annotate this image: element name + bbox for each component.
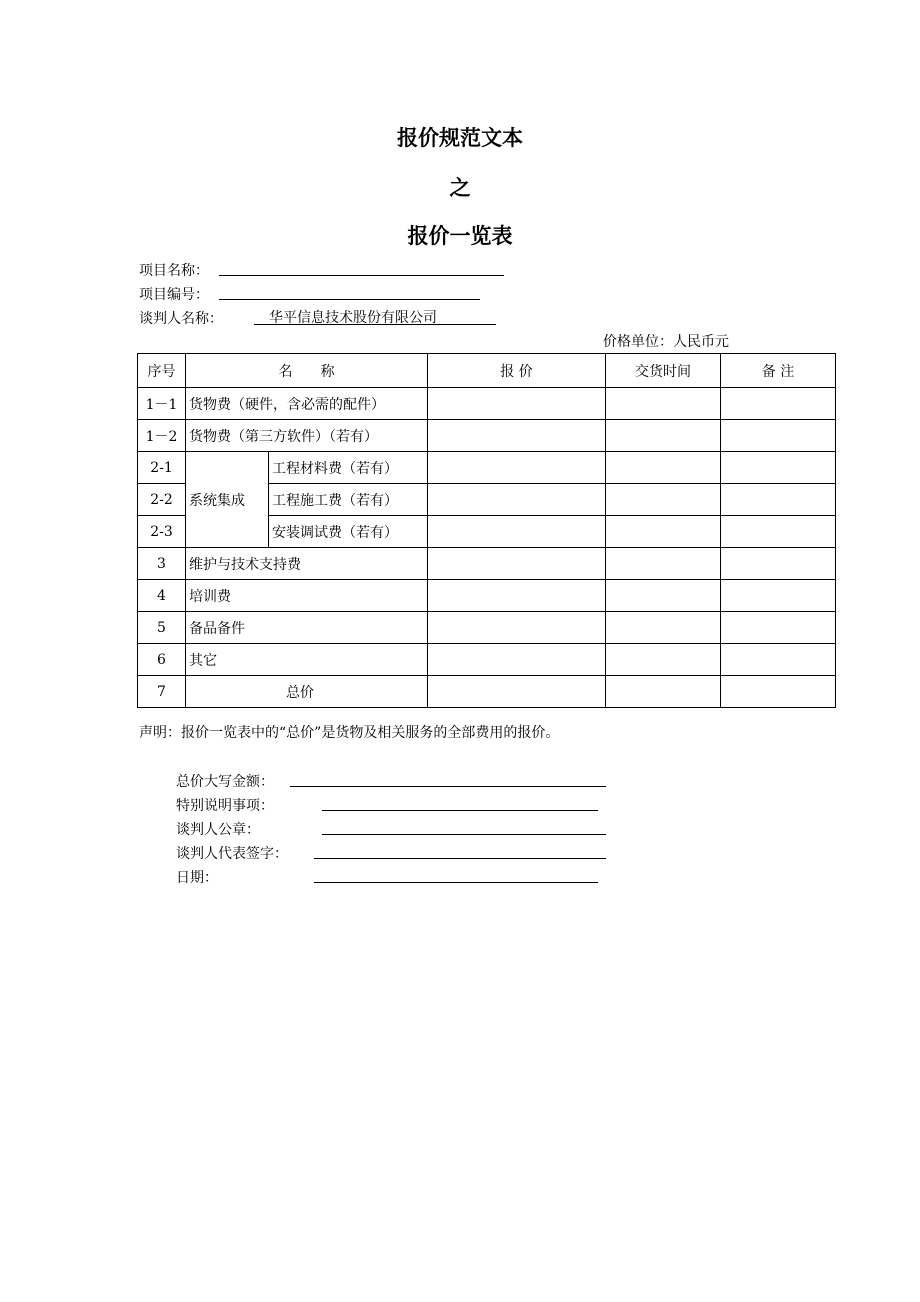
row-no: 2-3	[138, 516, 186, 548]
table-row	[138, 612, 836, 644]
price-cell[interactable]	[428, 580, 606, 612]
row-no: 7	[138, 676, 186, 708]
doc-title: 报价规范文本	[397, 125, 523, 150]
row-name: 货物费（第三方软件）（若有）	[186, 420, 428, 452]
seal-label: 谈判人公章：	[176, 822, 260, 838]
row-no: 5	[138, 612, 186, 644]
row-no: 2-2	[138, 484, 186, 516]
project-name-label: 项目名称：	[139, 263, 209, 279]
price-cell[interactable]	[428, 612, 606, 644]
delivery-cell[interactable]	[606, 580, 721, 612]
remarks-cell[interactable]	[721, 548, 836, 580]
date-label: 日期：	[176, 870, 218, 886]
rep-signature-field[interactable]	[314, 858, 606, 859]
remarks-cell[interactable]	[721, 484, 836, 516]
remarks-cell[interactable]	[721, 644, 836, 676]
row-no: 6	[138, 644, 186, 676]
price-cell[interactable]	[428, 388, 606, 420]
rep-signature-label: 谈判人代表签字：	[176, 846, 288, 862]
row-name: 货物费（硬件，含必需的配件）	[186, 388, 428, 420]
table-row	[138, 388, 836, 420]
price-cell[interactable]	[428, 676, 606, 708]
price-unit: 价格单位：人民币元	[603, 334, 729, 350]
header-remarks: 备 注	[721, 354, 836, 388]
header-delivery: 交货时间	[606, 354, 721, 388]
negotiator-label: 谈判人名称：	[139, 311, 223, 327]
price-cell[interactable]	[428, 548, 606, 580]
doc-subtitle-connector: 之	[449, 175, 471, 200]
row-name: 维护与技术支持费	[186, 548, 428, 580]
remarks-cell[interactable]	[721, 612, 836, 644]
row-name: 工程材料费（若有）	[269, 452, 428, 484]
table-row	[138, 580, 836, 612]
remarks-cell[interactable]	[721, 420, 836, 452]
project-no-label: 项目编号：	[139, 287, 209, 303]
table-row	[138, 420, 836, 452]
group-name: 系统集成	[186, 452, 269, 548]
delivery-cell[interactable]	[606, 548, 721, 580]
remarks-cell[interactable]	[721, 676, 836, 708]
delivery-cell[interactable]	[606, 612, 721, 644]
doc-subtitle: 报价一览表	[407, 223, 513, 248]
price-cell[interactable]	[428, 644, 606, 676]
delivery-cell[interactable]	[606, 484, 721, 516]
remarks-cell[interactable]	[721, 388, 836, 420]
remarks-cell[interactable]	[721, 580, 836, 612]
price-cell[interactable]	[428, 484, 606, 516]
row-name: 工程施工费（若有）	[269, 484, 428, 516]
table-row	[138, 548, 836, 580]
row-name: 备品备件	[186, 612, 428, 644]
price-cell[interactable]	[428, 516, 606, 548]
delivery-cell[interactable]	[606, 388, 721, 420]
row-name: 其它	[186, 644, 428, 676]
row-no: 4	[138, 580, 186, 612]
table-row-total	[138, 676, 836, 708]
special-notes-label: 特别说明事项：	[176, 798, 274, 814]
special-notes-field[interactable]	[322, 810, 598, 811]
header-name: 名 称	[186, 354, 428, 388]
statement: 声明：报价一览表中的“总价”是货物及相关服务的全部费用的报价。	[139, 725, 560, 741]
table-header	[138, 354, 836, 388]
date-field[interactable]	[314, 882, 598, 883]
delivery-cell[interactable]	[606, 516, 721, 548]
row-no: 2-1	[138, 452, 186, 484]
header-price: 报 价	[428, 354, 606, 388]
total-words-label: 总价大写金额：	[176, 774, 274, 790]
remarks-cell[interactable]	[721, 452, 836, 484]
row-name: 安装调试费（若有）	[269, 516, 428, 548]
remarks-cell[interactable]	[721, 516, 836, 548]
total-words-field[interactable]	[290, 786, 606, 787]
price-cell[interactable]	[428, 420, 606, 452]
row-no: 3	[138, 548, 186, 580]
row-name: 培训费	[186, 580, 428, 612]
delivery-cell[interactable]	[606, 644, 721, 676]
project-no-field[interactable]	[219, 299, 480, 300]
project-name-field[interactable]	[219, 275, 504, 276]
table-row	[138, 452, 836, 484]
delivery-cell[interactable]	[606, 452, 721, 484]
table-row	[138, 644, 836, 676]
quote-table	[137, 353, 836, 708]
delivery-cell[interactable]	[606, 420, 721, 452]
delivery-cell[interactable]	[606, 676, 721, 708]
negotiator-value: 华平信息技术股份有限公司	[269, 310, 437, 326]
row-no: 1－2	[138, 420, 186, 452]
price-cell[interactable]	[428, 452, 606, 484]
header-no: 序号	[138, 354, 186, 388]
seal-field[interactable]	[322, 834, 606, 835]
row-name: 总价	[186, 676, 428, 708]
row-no: 1－1	[138, 388, 186, 420]
